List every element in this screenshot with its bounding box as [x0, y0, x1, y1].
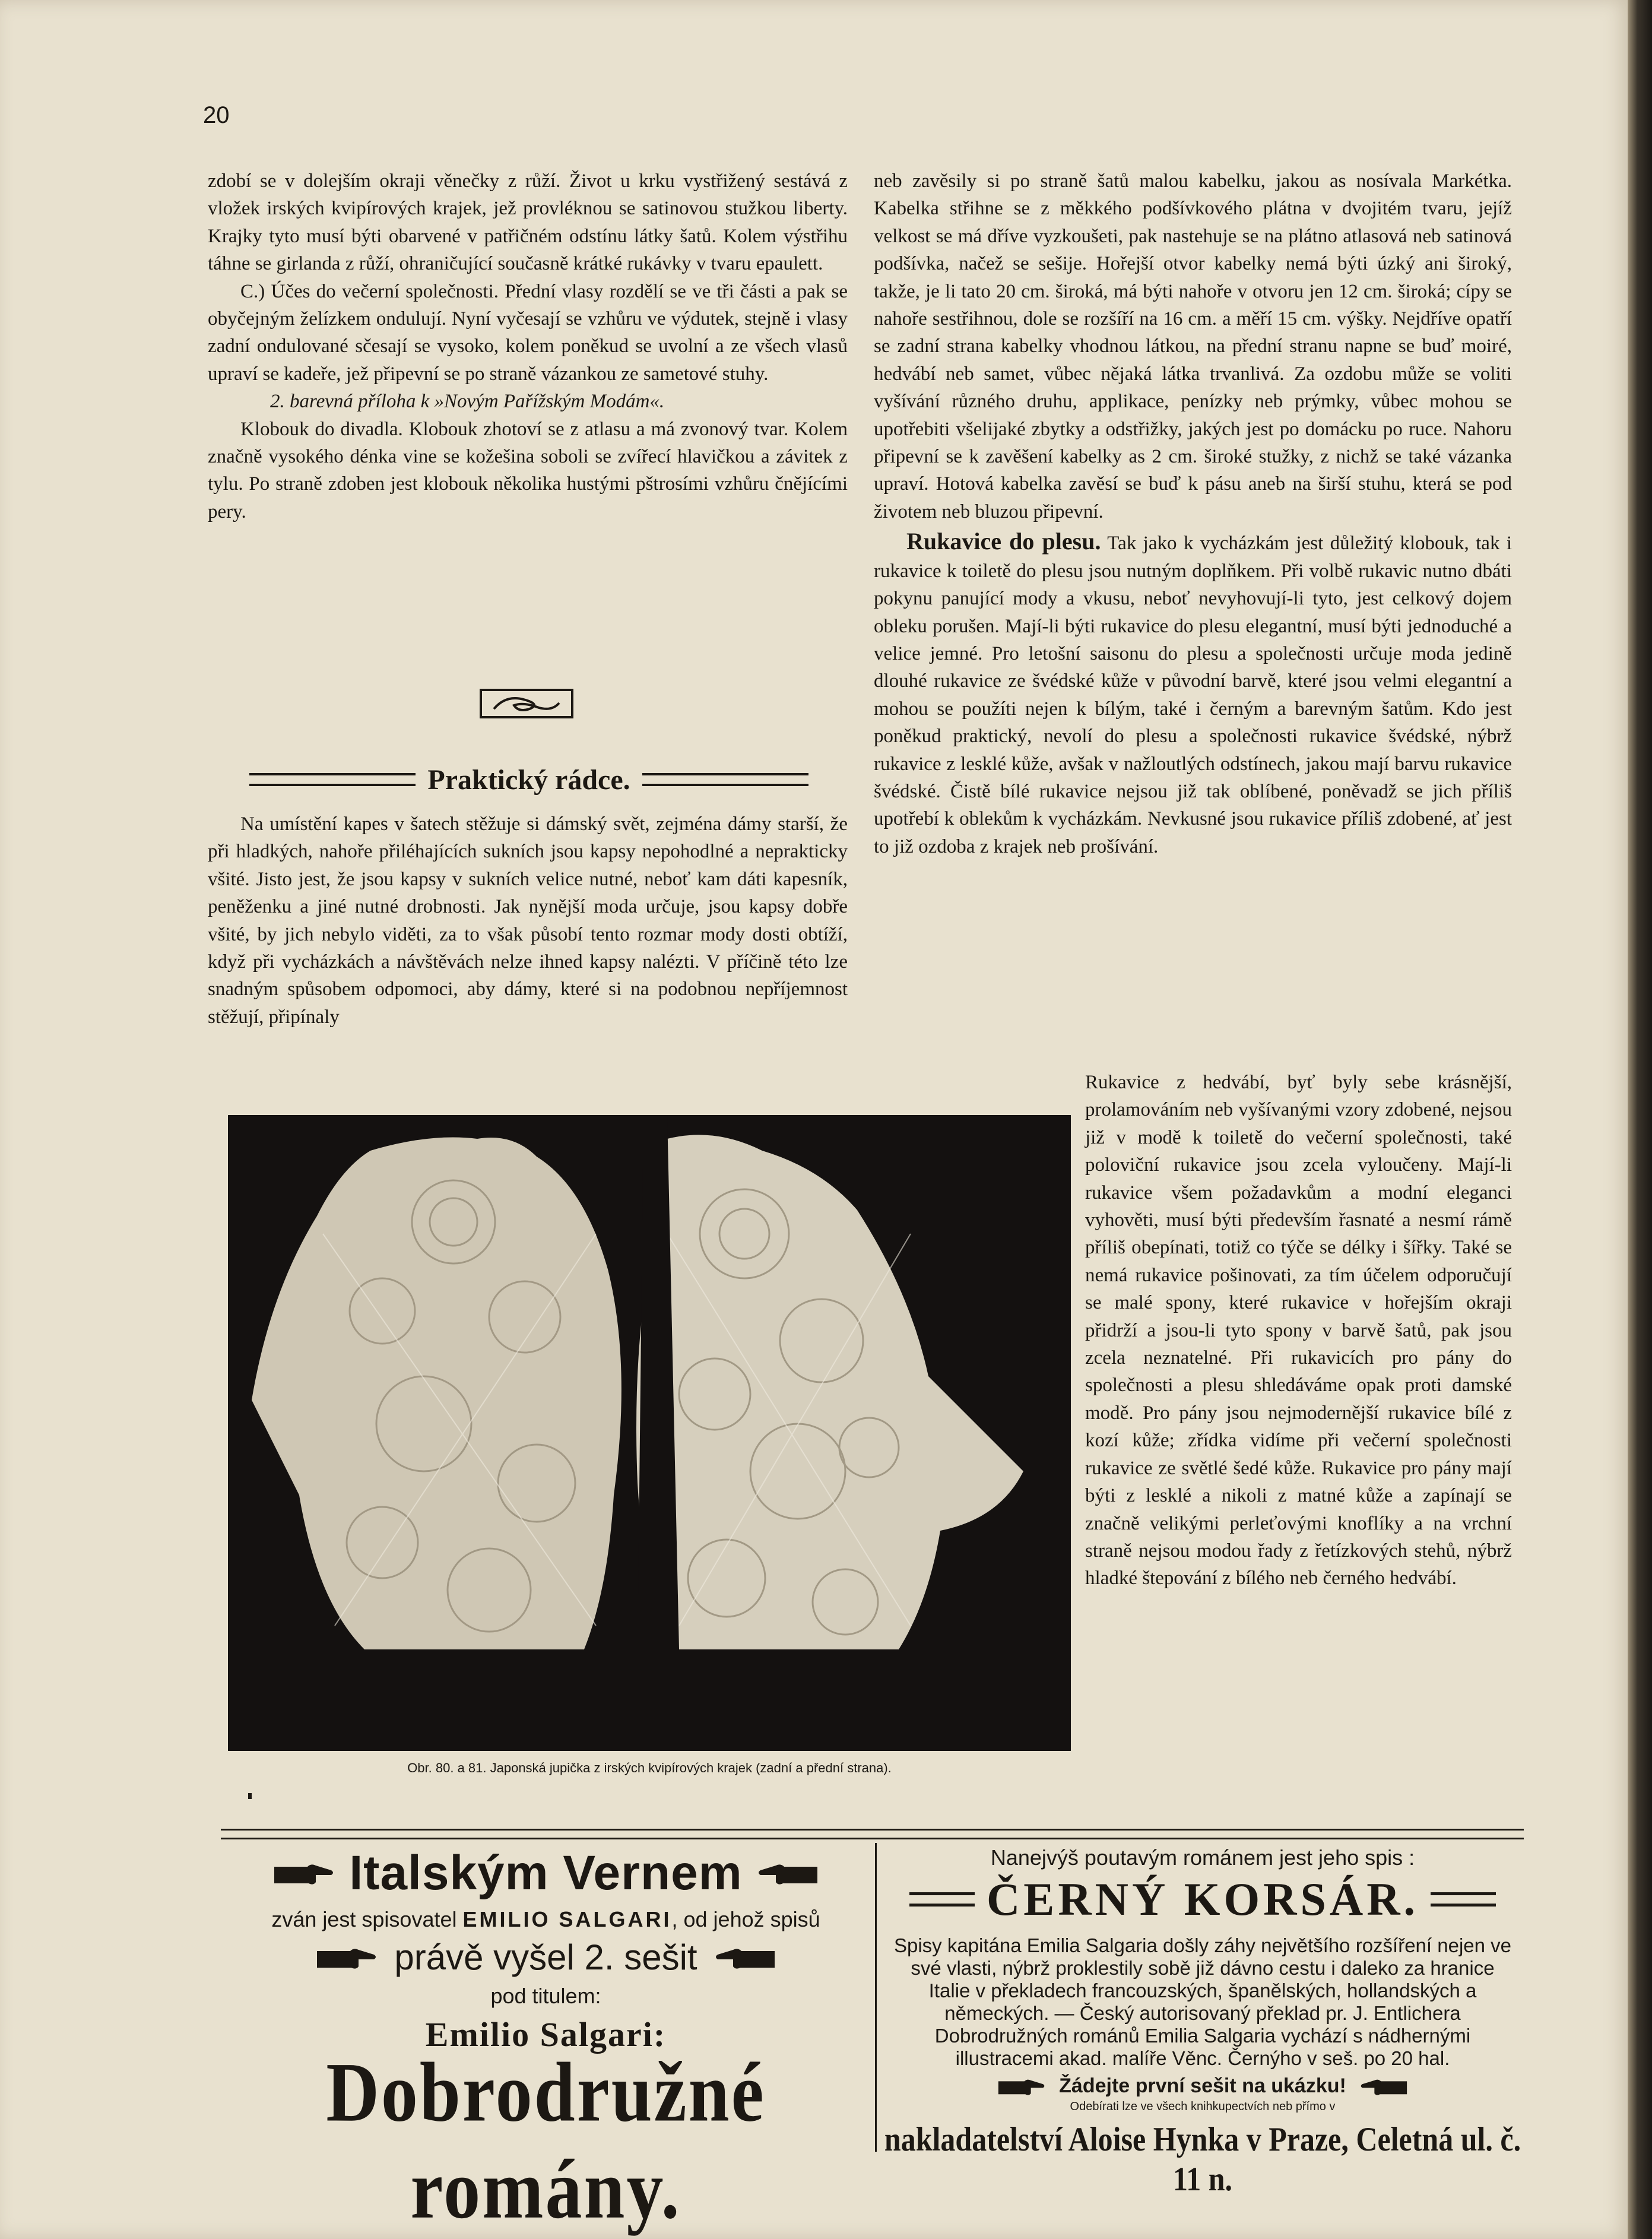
- pointing-hand-icon: [996, 2076, 1047, 2097]
- ad-series-author: Emilio Salgari:: [425, 2015, 667, 2054]
- lace-jacket-photo: [228, 1115, 1071, 1751]
- ad-right-publisher: nakladatelství Aloise Hynka v Praze, Celetná ul. č. 11 n.: [884, 2120, 1521, 2198]
- title-rule-left: [909, 1892, 975, 1907]
- photo-caption: Obr. 80. a 81. Japonská jupička z irských kvipírových krajek (zadní a přední strana).: [407, 1760, 892, 1775]
- left-column-bottom: [208, 810, 848, 1031]
- gloves-paragraph: [874, 528, 1512, 860]
- book-binding-edge: [1628, 0, 1652, 2239]
- pointing-hand-icon: [1358, 2076, 1409, 2097]
- heading-rule-left: [249, 773, 416, 786]
- ad-author-line: [221, 1907, 871, 1932]
- ornament-fleuron: [480, 689, 573, 718]
- ad-title-row: [221, 1845, 871, 1901]
- ad-issue-line: právě vyšel 2. sešit: [394, 1937, 697, 1977]
- left-paragraph-2: C.) Účes do večerní společnosti. Přední vlasy rozdělí se ve tři části a pak se obyčejným želízkem ondulují. Nyní vyčesají se vzhůru ve výdutek, stejně i vlasy zadní ondulované sčesají se vysoko, kolem poněkud se uvolní a ze všech vlasů upraví se kadeře, jež připevní se po straně vázankou ze sametové stuhy.: [208, 280, 848, 385]
- pockets-paragraph: Na umístění kapes v šatech stěžuje si dámský svět, zejména dámy starší, že při hladkých, nahoře přiléhajících sukních jsou kapsy nepohodlné a neprakticky všité. Jisto jest, že jsou kapsy v sukních velice nutné, neboť kam dáti kapesník, peněženku a jiné nutné drobnosti. Jak nynější moda určuje, jsou kapsy dobře všité, by jich nebylo viděti, za to však působí tento rozmar mody dosti obtíží, když při vycházkách a návštěvách nelze ihned kapsy nalézti. V příčině této lze snadným spůsobem odpomoci, aby dámy, které si na podobnou nepříjemnost stěžují, připínaly: [208, 813, 848, 1028]
- pointing-hand-icon: [756, 1860, 820, 1887]
- pointing-hand-icon: [713, 1944, 777, 1971]
- ad-author-name: EMILIO SALGARI: [462, 1907, 672, 1931]
- ad-right-title: ČERNÝ KORSÁR.: [986, 1873, 1419, 1925]
- left-column-top: [208, 167, 848, 525]
- ad-right-cta-row: [882, 2075, 1524, 2098]
- left-paragraph-3: Klobouk do divadla. Klobouk zhotoví se z atlasu a má zvonový tvar. Kolem značně vysokého dénka vine se kožešina soboli se zvířecí hlavičkou a závitek z tylu. Po straně zdoben jest klobouk několika hustými pštrosími vzhůru čnějícími pery.: [208, 418, 848, 522]
- section-title: Praktický rádce.: [427, 764, 630, 796]
- stray-ink-mark: [248, 1793, 252, 1799]
- pointing-hand-icon: [315, 1944, 379, 1971]
- gloves-continuation: Rukavice z hedvábí, byť byly sebe krásnější, prolamováním neb vyšívanými vzory zdobené, nejsou již v modě k toiletě do večerní společnosti, také poloviční rukavice jsou zcela vyloučeny. Mají-li rukavice všem požadavkům a modní eleganci vyhověti, musí býti především řasnaté a nesmí rámě příliš obepínati, totiž co týče se délky i šířky. Také se nemá rukavice pošinovati, za tím účelem odporučují se malé spony, které rukavice v hořejším okraji přidrží a jsou-li tyto spony v barvě šatů, pak jsou zcela neznatelné. Při rukavicích pro pány do společnosti a plesu shledáváme opak proti damské modě. Pro pány jsou nejmodernější rukavice bílé z kozí kůže; zřídka vidíme při večerní společnosti rukavice ze světlé šedé kůže. Rukavice pro pány mají býti z lesklé a nikoli z matné kůže a zapínají se značně velikými perleťovými knoflíky a na vrchní straně nejsou modou řady z řetízkových stehů, nýbrž hladké štepování z bílého neb černého hedvábí.: [1085, 1072, 1512, 1589]
- page-number: 20: [203, 102, 230, 128]
- right-column: [874, 167, 1512, 860]
- right-paragraph-1: neb zavěsily si po straně šatů malou kabelku, jakou as nosívala Markétka. Kabelka střihne se z měkkého podšívkového plátna v dvojitém tvaru, jejíž velkost se má dříve vyzkoušeti, pak nastehuje se na plátno atlasová neb satinová podšívka, načež se sešije. Hořejší otvor kabelky nemá býti úzký ani široký, takže, je li tato 20 cm. široká, má býti nahoře v otvoru jen 12 cm. široká; cípy se nahoře sestřihnou, dole se rozšíří na 16 cm. a měří 15 cm. výšky. Nejdříve opatří se zadní strana kabelky vhodnou látkou, na přední stranu napne se buď moiré, hedvábí neb samet, vůbec nějaká látka trvanlivá. Za ozdobu může se voliti vyšívání různého druhu, applikace, penízky neb prýmky, vůbec mohou se upotřebiti všelijaké zbytky a odstřižky, jakých jest po domácku po ruce. Nahoru připevní se k zavěšení kabelky as 2 cm. široké stužky, z nichž se také vázanka upraví. Hotová kabelka zavěsí se buď k pásu aneb na širší stuhu, která se pod životem neb bluzou připevní.: [874, 170, 1512, 522]
- advertisement-cerny-korsar: [882, 1845, 1524, 2198]
- left-paragraph-1: zdobí se v dolejším okraji věnečky z růží. Život u krku vystřižený sestává z vložek irských kvipírových krajek, jež provléknou se satinovou stužkou liberty. Krajky tyto musí býti obarvené v patřičném odstínu látky šatů. Kolem výstřihu táhne se girlanda z růží, ohraničující současně krátké rukávky v tvaru epaulett.: [208, 170, 848, 275]
- ad-right-body: Spisy kapitána Emilia Salgaria došly záhy největšího rozšíření nejen ve své vlasti, nýbrž proklestily sobě již dávno cestu i daleko za hranice Italie v překladech francouzských, španělských, hollandských a německých. — Český autorisovaný překlad pr. J. Entlichera Dobrodružných románů Emilia Salgaria vychází s nádhernými illustracemi akad. malíře Věnc. Černýho v seš. po 20 hal.: [893, 1934, 1512, 2069]
- pointing-hand-icon: [272, 1860, 336, 1887]
- advertisement-salgari: [221, 1845, 871, 2236]
- ad-right-note: Odebírati lze ve všech knihkupectvích neb přímo v: [1070, 2100, 1336, 2113]
- ad-series-title: Dobrodružné romány.: [326, 2045, 766, 2236]
- ad-right-intro: Nanejvýš poutavým románem jest jeho spis :: [990, 1845, 1415, 1870]
- title-rule-right: [1431, 1892, 1496, 1907]
- plate-reference: 2. barevná příloha k »Novým Pařížským Modám«.: [270, 391, 665, 413]
- ad-author-prefix: zván jest spisovatel: [271, 1907, 457, 1931]
- ad-right-title-row: [882, 1873, 1524, 1926]
- gloves-text: Tak jako k vycházkám jest důležitý klobouk, tak i rukavice k toiletě do plesu jsou nutným doplňkem. Při volbě rukavic nutno dbáti pokynu panující mody a vkusu, neboť nevyhovují-li tyto, jest celkový dojem obleku porušen. Mají-li býti rukavice do plesu elegantní, musí býti jednoduché a velice jemné. Pro letošní saisonu do plesu a společnosti určuje moda jedině dlouhé rukavice ze švédské kůže v původní barvě, které jsou velmi elegantní a mohou se použíti nejen k bílým, také i černým a barevným šatům. Kdo jest poněkud praktický, nevolí do plesu a společnosti rukavice švédské, nýbrž rukavice z lesklé kůže, avšak v nažloutlých odstínech, jakou mají barvu rukavice švédské. Čistě bílé rukavice nejsou již tak oblíbené, poněvadž se jich příliš upotřebí k oblekům k vycházkám. Nevkusné jsou rukavice příliš zdobené, ať jest to již ozdoba z krajek neb prošívání.: [874, 533, 1513, 857]
- gloves-heading: Rukavice do plesu.: [906, 528, 1101, 555]
- ad-vertical-rule: [875, 1843, 877, 2152]
- ad-divider-rule: [221, 1829, 1524, 1839]
- ad-issue-row: [221, 1937, 871, 1978]
- section-heading: [249, 762, 808, 797]
- ad-right-cta: Žádejte první sešit na ukázku!: [1059, 2075, 1346, 2097]
- ad-under-title: pod titulem:: [490, 1984, 601, 2008]
- heading-rule-right: [642, 773, 808, 786]
- ad-author-suffix: , od jehož spisů: [671, 1907, 820, 1931]
- ad-title: Italským Vernem: [349, 1846, 743, 1900]
